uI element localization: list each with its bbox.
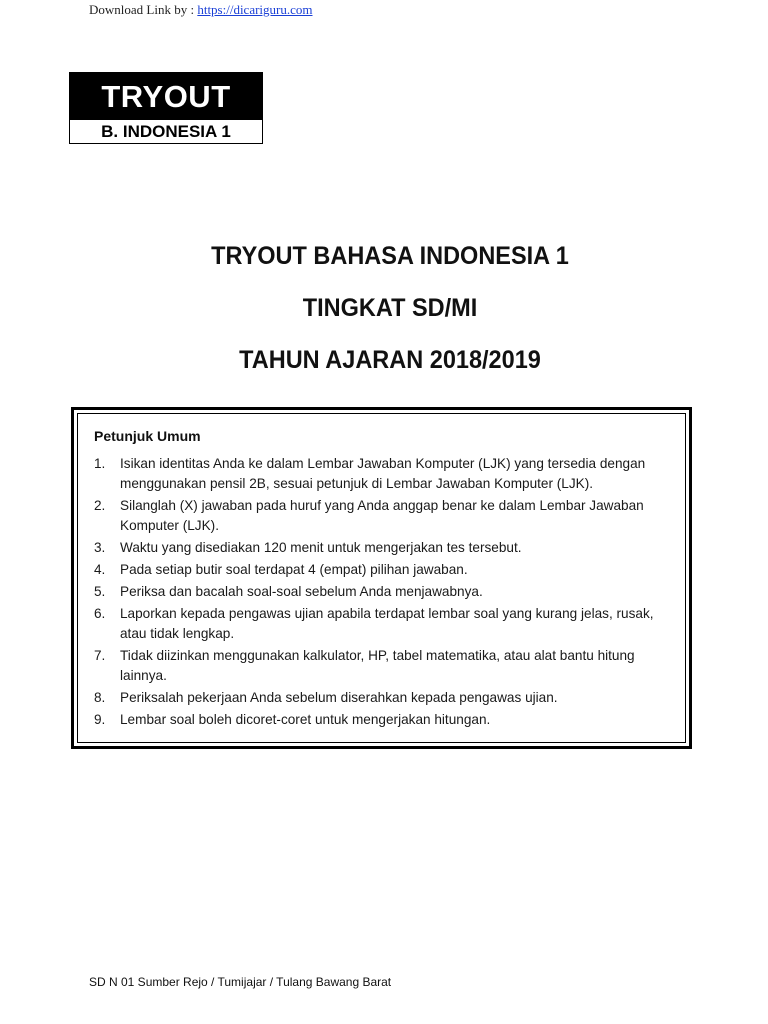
instruction-text: Waktu yang disediakan 120 menit untuk mengerjakan tes tersebut.: [120, 540, 522, 555]
tryout-badge: [69, 72, 263, 145]
instruction-item: [94, 560, 679, 580]
instruction-item: [94, 454, 679, 494]
instruction-number: 9.: [94, 712, 106, 727]
instruction-number: 7.: [94, 648, 106, 663]
instruction-text: Laporkan kepada pengawas ujian apabila terdapat lembar soal yang kurang jelas, rusak, atau tidak lengkap.: [120, 606, 654, 641]
instruction-number: 4.: [94, 562, 106, 577]
instruction-item: [94, 538, 679, 558]
instruction-text: Isikan identitas Anda ke dalam Lembar Jawaban Komputer (LJK) yang tersedia dengan menggunakan pensil 2B, sesuai petunjuk di Lembar Jawaban Komputer (LJK).: [120, 456, 646, 491]
instructions-heading: Petunjuk Umum: [94, 428, 201, 444]
instruction-text: Lembar soal boleh dicoret-coret untuk mengerjakan hitungan.: [120, 712, 491, 727]
instruction-item: [94, 496, 679, 536]
instruction-item: [94, 688, 679, 708]
instruction-text: Pada setiap butir soal terdapat 4 (empat) pilihan jawaban.: [120, 562, 468, 577]
download-url-link[interactable]: https://dicariguru.com: [197, 2, 313, 17]
instruction-number: 6.: [94, 606, 106, 621]
instruction-number: 5.: [94, 584, 106, 599]
instruction-number: 2.: [94, 498, 106, 513]
general-instructions-box: [71, 407, 692, 749]
school-footer: SD N 01 Sumber Rejo / Tumijajar / Tulang Bawang Barat: [89, 975, 392, 989]
badge-title: TRYOUT: [69, 72, 263, 120]
title-line-3: TAHUN AJARAN 2018/2019: [239, 346, 541, 374]
instruction-text: Tidak diizinkan menggunakan kalkulator, HP, tabel matematika, atau alat bantu hitung lainnya.: [120, 648, 635, 683]
instruction-text: Silanglah (X) jawaban pada huruf yang Anda anggap benar ke dalam Lembar Jawaban Komputer (LJK).: [120, 498, 644, 533]
instruction-item: [94, 582, 679, 602]
instructions-inner-frame: [77, 413, 686, 743]
title-line-1: TRYOUT BAHASA INDONESIA 1: [211, 242, 569, 270]
instruction-text: Periksalah pekerjaan Anda sebelum diserahkan kepada pengawas ujian.: [120, 690, 558, 705]
download-label: Download Link by :: [89, 2, 195, 17]
instruction-item: [94, 646, 679, 686]
document-title-block: [0, 230, 768, 386]
instruction-item: [94, 604, 679, 644]
instruction-text: Periksa dan bacalah soal-soal sebelum Anda menjawabnya.: [120, 584, 483, 599]
badge-subtitle: B. INDONESIA 1: [69, 120, 263, 144]
instructions-list: [94, 454, 679, 732]
instruction-number: 8.: [94, 690, 106, 705]
instruction-item: [94, 710, 679, 730]
instruction-number: 3.: [94, 540, 106, 555]
title-line-2: TINGKAT SD/MI: [302, 294, 478, 322]
instruction-number: 1.: [94, 456, 106, 471]
download-link-line: [89, 2, 313, 18]
